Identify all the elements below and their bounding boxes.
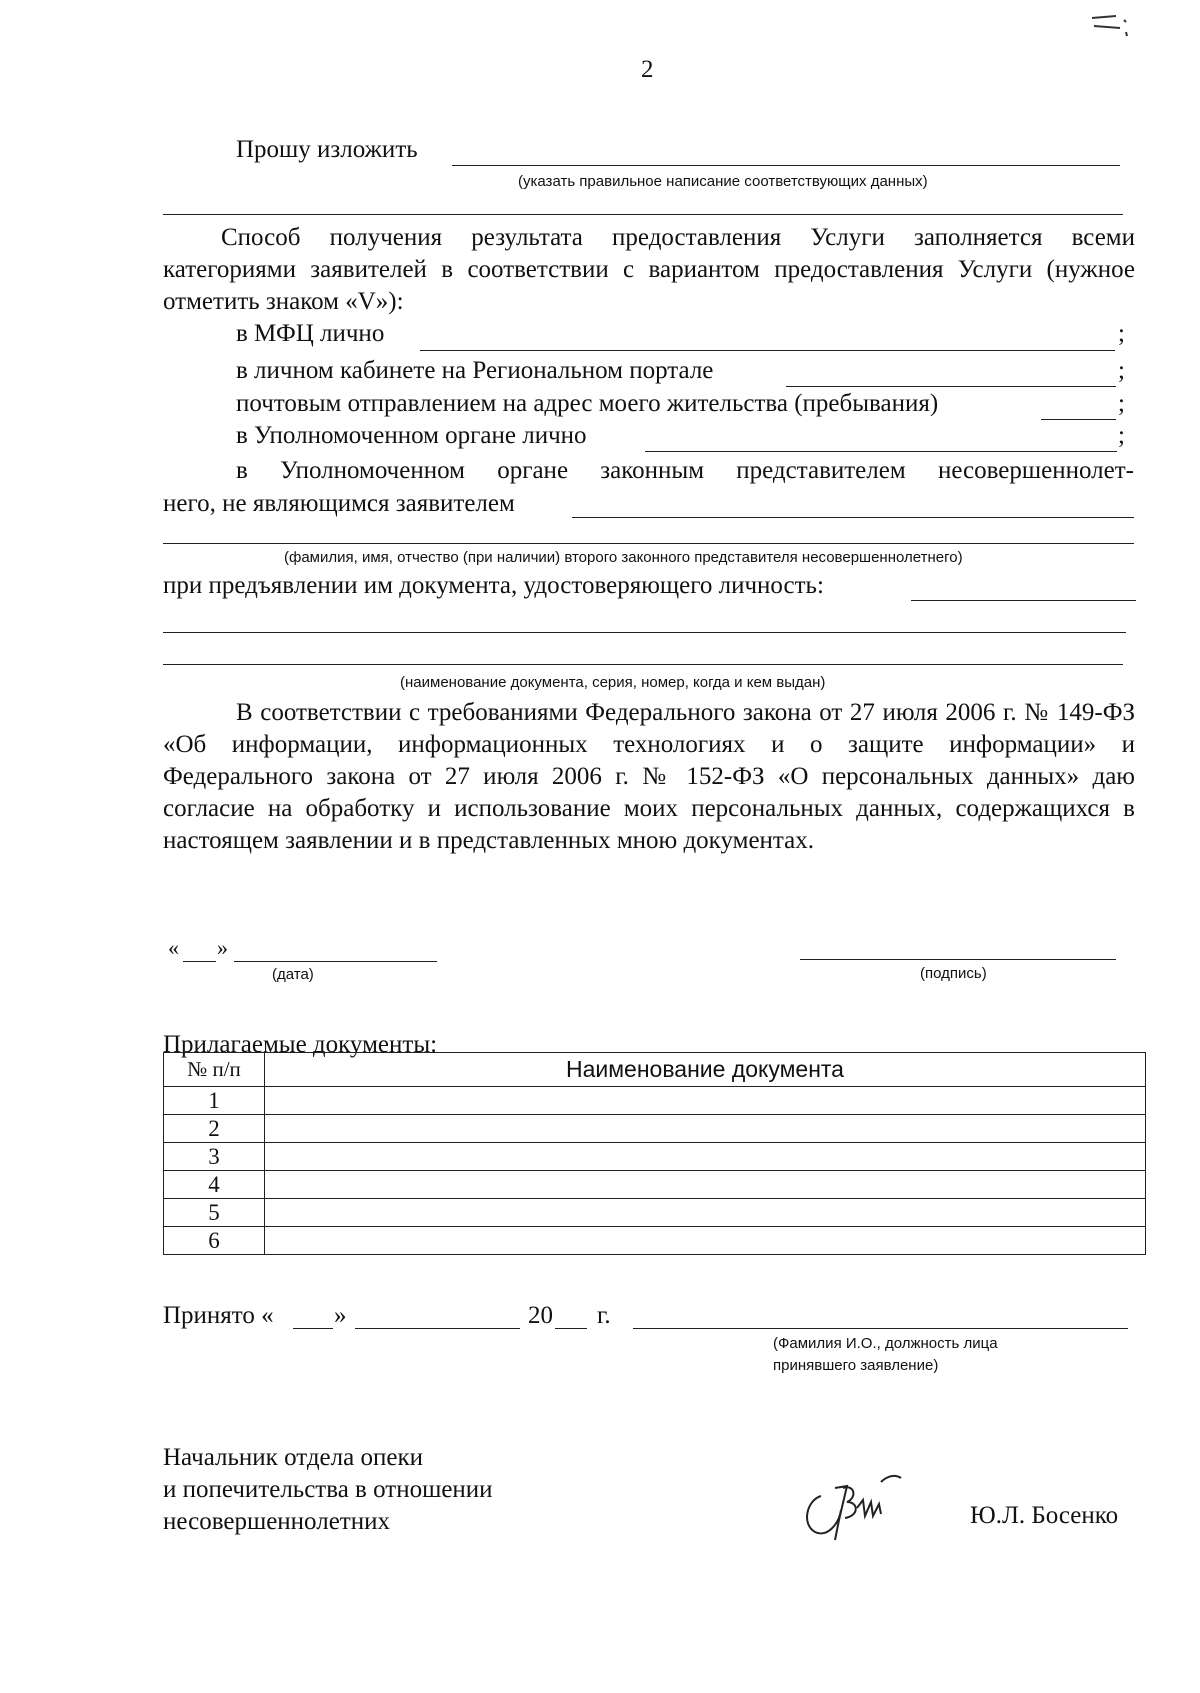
- table-header-row: [164, 1053, 1146, 1087]
- id-document-caption: (наименование документа, серия, номер, когда и кем выдан): [400, 674, 826, 691]
- option-authority-semicolon: ;: [1118, 422, 1125, 449]
- footer-position-line2: и попечительства в отношении: [163, 1476, 493, 1503]
- table-row: [164, 1087, 1146, 1115]
- row-number: 4: [164, 1171, 265, 1199]
- request-caption: (указать правильное написание соответствующих данных): [518, 173, 928, 190]
- row-number: 3: [164, 1143, 265, 1171]
- signature-caption: (подпись): [920, 965, 987, 982]
- accepted-official-field[interactable]: [633, 1328, 1128, 1329]
- page-number: 2: [641, 56, 654, 83]
- id-document-field[interactable]: [911, 600, 1136, 601]
- option-portal: в личном кабинете на Региональном портале: [236, 357, 714, 384]
- row-number: 5: [164, 1199, 265, 1227]
- attachments-title: Прилагаемые документы:: [163, 1031, 438, 1058]
- row-document-cell[interactable]: [265, 1171, 1146, 1199]
- row-number: 1: [164, 1087, 265, 1115]
- attachments-table: [163, 1052, 1146, 1255]
- accepted-day-field[interactable]: [293, 1328, 333, 1329]
- option-authority: в Уполномоченном органе лично: [236, 422, 587, 449]
- signature-field[interactable]: [800, 959, 1116, 960]
- option-post-semicolon: ;: [1118, 390, 1125, 417]
- table-row: [164, 1227, 1146, 1255]
- table-row: [164, 1171, 1146, 1199]
- option-mfc: в МФЦ лично: [236, 320, 385, 347]
- accepted-year-prefix: 20: [528, 1302, 553, 1329]
- table-row: [164, 1199, 1146, 1227]
- consent-paragraph: В соответствии с требованиями Федерального закона от 27 июля 2006 г. № 149-ФЗ «Об информации, информационных технологиях и о защите информации» и Федерального закона от 27 июля 2006 г. № 152-ФЗ «О персональных данных» даю согласие на обработку и использование моих персональных данных, содержащихся в настоящем заявлении и в представленных мною документах.: [163, 699, 1135, 854]
- date-month-field[interactable]: [234, 961, 437, 962]
- date-caption: (дата): [272, 966, 314, 983]
- column-header-number: № п/п: [164, 1053, 265, 1087]
- method-paragraph: Способ получения результата предоставления Услуги заполняется всеми категориями заявителей в соответствии с вариантом предоставления Услуги (нужное отметить знаком «V»):: [163, 224, 1135, 315]
- row-document-cell[interactable]: [265, 1199, 1146, 1227]
- representative-caption: (фамилия, имя, отчество (при наличии) второго законного представителя несовершеннолетнего): [284, 549, 963, 566]
- row-document-cell[interactable]: [265, 1227, 1146, 1255]
- footer-name: Ю.Л. Босенко: [970, 1502, 1119, 1529]
- footer-position-line3: несовершеннолетних: [163, 1508, 390, 1535]
- date-open-quote: «: [168, 935, 179, 960]
- row-document-cell[interactable]: [265, 1143, 1146, 1171]
- accepted-month-field[interactable]: [355, 1328, 520, 1329]
- option-representative-cont: него, не являющимся заявителем: [163, 490, 515, 517]
- footer-position-line1: Начальник отдела опеки: [163, 1444, 423, 1471]
- date-day-field[interactable]: [183, 961, 216, 962]
- option-authority-field[interactable]: [645, 451, 1117, 452]
- scan-mark: [1090, 12, 1130, 40]
- option-post: почтовым отправлением на адрес моего жительства (пребывания): [236, 390, 939, 417]
- request-field[interactable]: [452, 165, 1120, 166]
- column-header-name: Наименование документа: [265, 1053, 1146, 1087]
- request-label: Прошу изложить: [236, 136, 418, 163]
- accepted-caption-line2: принявшего заявление): [773, 1357, 939, 1374]
- id-document-field-3[interactable]: [163, 664, 1123, 665]
- accepted-caption-line1: (Фамилия И.О., должность лица: [773, 1335, 998, 1352]
- id-document-field-2[interactable]: [163, 632, 1126, 633]
- row-document-cell[interactable]: [265, 1087, 1146, 1115]
- table-row: [164, 1115, 1146, 1143]
- accepted-year-suffix: г.: [597, 1302, 611, 1329]
- id-document-label: при предъявлении им документа, удостоверяющего личность:: [163, 572, 824, 599]
- accepted-year-field[interactable]: [555, 1328, 587, 1329]
- option-mfc-field[interactable]: [420, 350, 1115, 351]
- table-row: [164, 1143, 1146, 1171]
- option-portal-field[interactable]: [786, 386, 1116, 387]
- representative-field[interactable]: [572, 517, 1134, 518]
- representative-name-field[interactable]: [163, 543, 1134, 544]
- handwritten-signature: [795, 1458, 915, 1548]
- accepted-label: Принято «: [163, 1302, 274, 1329]
- row-number: 2: [164, 1115, 265, 1143]
- accepted-close-quote: »: [334, 1302, 347, 1329]
- date-close-quote: »: [217, 935, 228, 960]
- option-mfc-semicolon: ;: [1118, 320, 1125, 347]
- request-field-continued[interactable]: [163, 214, 1123, 215]
- option-representative: в Уполномоченном органе законным представителем несовершеннолет-: [236, 457, 1134, 484]
- row-number: 6: [164, 1227, 265, 1255]
- option-post-field[interactable]: [1041, 419, 1116, 420]
- option-portal-semicolon: ;: [1118, 357, 1125, 384]
- row-document-cell[interactable]: [265, 1115, 1146, 1143]
